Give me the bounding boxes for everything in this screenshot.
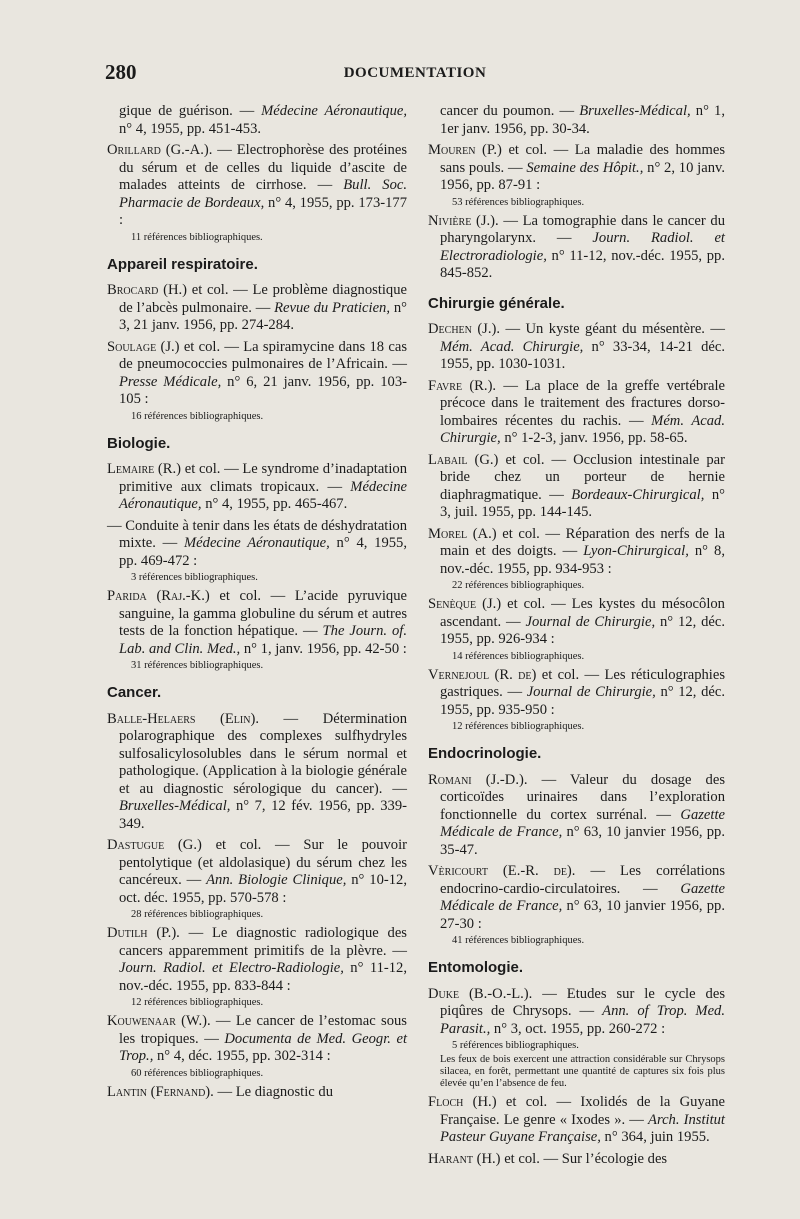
entry-author: Vèricourt (E.-R. de). (428, 863, 576, 879)
entry-journal: Médecine Aéronautique, (184, 535, 330, 551)
entry-citation: n° 12, déc. 1955, pp. 926-934 : (440, 613, 725, 647)
entry-author: Duke (B.-O.-L.). (428, 985, 533, 1002)
entry-title: et col. — Ixolidés de la Guyane Française. Le genre « Ixodes ». — (440, 1094, 725, 1128)
entry-citation: n° 4, 1955, pp. 465-467. (201, 496, 348, 512)
bibliography-entry (107, 588, 407, 672)
entry-title: — Détermination polarographique des complexes sulfhydryles sulfosalicylosolubles dans le sérum normal et pathologique. (Application à la biologie générale et au diagnostic sérologique du cancer). — (119, 710, 407, 797)
entry-journal: Semaine des Hôpit., (526, 159, 644, 176)
entry-citation: n° 10-12, oct. déc. 1955, pp. 570-578 : (119, 872, 407, 906)
entry-author: Morel (A.) (428, 525, 497, 542)
entry-citation: n° 2, 10 janv. 1956, pp. 87-91 : (440, 159, 725, 193)
entry-journal: Mém. Acad. Chirurgie, (440, 412, 725, 446)
reference-count: 31 références bibliographiques. (131, 660, 264, 671)
bibliography-entry (428, 142, 725, 209)
entry-title: — La tomographie dans le cancer du pharyngolarynx. — (440, 212, 725, 246)
entry-citation: n° 4, 1955, pp. 469-472 : (119, 535, 407, 569)
entry-title: et col. — Le problème diagnostique de l’abcès pulmonaire. — (119, 282, 407, 316)
bibliography-entry (428, 596, 725, 663)
bibliography-entry (428, 321, 725, 374)
entry-author: Brocard (H.) (107, 282, 188, 298)
entry-title: — Conduite à tenir dans les états de déshydratation mixte. — (107, 517, 407, 551)
entry-title: cancer du poumon. — (440, 103, 580, 119)
reference-count: 3 références bibliographiques. (131, 572, 258, 583)
bibliography-entry (428, 1094, 725, 1147)
section-heading: Entomologie. (428, 959, 523, 976)
entry-journal: Médecine Aéronautique, (119, 478, 407, 512)
entry-author: Lantin (Fernand). (107, 1083, 214, 1100)
entry-author: Balle-Helaers (Elin). (107, 710, 259, 727)
entry-title: et col. — Réparation des nerfs de la main et des doigts. — (440, 525, 726, 559)
entry-author: Favre (R.). (428, 377, 497, 394)
entry-title: — Etudes sur le cycle des piqûres de Chrysops. — (440, 985, 725, 1019)
reference-count: 12 références bibliographiques. (131, 997, 264, 1008)
entry-text (428, 772, 725, 860)
entry-citation: n° 1, 1er janv. 1956, pp. 30-34. (440, 103, 725, 137)
entry-text (428, 1094, 725, 1147)
entry-author: Senèque (J.) (428, 596, 502, 612)
entry-author: Floch (H.) (428, 1094, 497, 1110)
section-heading: Endocrinologie. (428, 745, 542, 762)
entry-text (428, 213, 725, 283)
entry-journal: Bordeaux-Chirurgical, (571, 486, 705, 503)
entry-author: Dutilh (P.). (107, 925, 180, 941)
entry-journal: The Journ. of. Lab. and Clin. Med., (119, 623, 408, 657)
reference-count: 11 références bibliographiques. (131, 231, 263, 243)
entry-author: Soulage (J.) (107, 338, 180, 355)
entry-title: et col. — Les réticulographies gastriques. — (440, 666, 725, 700)
entry-journal: Ann. Biologie Clinique, (206, 872, 347, 888)
entry-author: Harant (H.) (428, 1150, 501, 1167)
entry-citation: n° 3, 21 janv. 1956, pp. 274-284. (119, 299, 407, 333)
bibliography-entry (107, 711, 407, 834)
reference-count: 41 références bibliographiques. (452, 935, 585, 946)
bibliography-entry (428, 378, 725, 448)
entry-title: et col. — La maladie des hommes sans pouls. — (440, 142, 725, 176)
reference-count: 28 références bibliographiques. (131, 909, 264, 920)
entry-text (107, 1013, 407, 1066)
entry-text (107, 461, 407, 514)
entry-citation: n° 63, 10 janvier 1956, pp. 35-47. (440, 824, 725, 858)
entry-title: — La place de la greffe vertébrale précoce dans le traitement des fractures dorso-lombaires récentes du rachis. — (440, 377, 725, 429)
right-column (428, 103, 725, 1172)
reference-count: 60 références bibliographiques. (131, 1067, 264, 1079)
entry-text (428, 321, 725, 374)
entry-citation: n° 4, déc. 1955, pp. 302-314 : (153, 1048, 331, 1064)
entry-title: — Le cancer de l’estomac sous les tropiques. — (119, 1013, 407, 1047)
bibliography-entry (107, 837, 407, 921)
left-column (107, 103, 407, 1105)
entry-journal: Gazette Médicale de France, (440, 880, 725, 914)
bibliography-entry (428, 526, 725, 593)
entry-citation: n° 6, 21 janv. 1956, pp. 103-105 : (119, 373, 407, 407)
entry-citation: n° 364, juin 1955. (600, 1129, 710, 1145)
entry-text (107, 1084, 407, 1102)
entry-text (428, 526, 725, 579)
bibliography-entry (107, 282, 407, 335)
bibliography-entry (428, 986, 725, 1091)
section-heading: Cancer. (107, 684, 162, 701)
entry-author: Lemaire (R.) (107, 461, 182, 477)
entry-citation: n° 3, juil. 1955, pp. 144-145. (440, 486, 725, 520)
entry-text (107, 588, 407, 658)
entry-title: et col. — Le syndrome d’inadaptation primitive aux climats tropicaux. — (119, 461, 408, 495)
entry-journal: Gazette Médicale de France, (440, 806, 725, 840)
entry-author: Orillard (G.-A.). (107, 142, 213, 158)
entry-citation: n° 63, 10 janvier 1956, pp. 27-30 : (440, 898, 725, 932)
entry-note: Les feux de bois exercent une attraction considérable sur Chrysops silacea, en forêt, permettant une quantité de captures six fois plus élevée qu’en l’absence de feu. (440, 1054, 725, 1089)
entry-citation: n° 1-2-3, janv. 1956, pp. 58-65. (500, 430, 688, 446)
bibliography-entry (428, 213, 725, 283)
entry-text (428, 667, 725, 720)
reference-count: 53 références bibliographiques. (452, 196, 585, 208)
entry-text (107, 518, 407, 571)
section-heading: Chirurgie générale. (428, 294, 565, 312)
entry-journal: Revue du Praticien, (274, 299, 390, 316)
entry-journal: Journal de Chirurgie, (525, 613, 656, 630)
entry-journal: Ann. of Trop. Med. Parasit., (440, 1003, 725, 1037)
entry-title: et col. — Occlusion intestinale par bride chez un porteur de hernie diaphragmatique. — (440, 451, 725, 503)
entry-journal: Arch. Institut Pasteur Guyane Française, (440, 1111, 725, 1145)
entry-citation: n° 3, oct. 1955, pp. 260-272 : (490, 1020, 666, 1037)
entry-title: — Le diagnostic radiologique des cancers apparemment primitifs de la plèvre. — (119, 925, 407, 959)
entry-title: gique de guérison. — (119, 103, 262, 119)
entry-author: Mouren (P.) (428, 142, 502, 158)
entry-citation: n° 33-34, 14-21 déc. 1955, pp. 1030-1031. (440, 338, 726, 372)
entry-text (107, 339, 407, 409)
entry-citation: n° 8, nov.-déc. 1955, pp. 934-953 : (440, 543, 725, 577)
bibliography-entry (107, 461, 407, 514)
entry-journal: Lyon-Chirurgical, (583, 543, 689, 559)
entry-text (107, 837, 407, 907)
section-heading: Biologie. (107, 434, 171, 452)
entry-title: et col. — La spiramycine dans 18 cas de pneumococcies pulmonaires de l’Africain. — (119, 338, 408, 372)
reference-count: 14 références bibliographiques. (452, 650, 585, 662)
entry-text (107, 142, 407, 230)
bibliography-entry (428, 103, 725, 138)
page-number: 280 (105, 60, 137, 84)
bibliography-entry (428, 863, 725, 947)
entry-title: — Electrophorèse des protéines du sérum et de celles du liquide d’ascite de malades atteints de cirrhose. — (119, 142, 408, 193)
entry-author: Kouwenaar (W.). (107, 1013, 211, 1029)
entry-author: Nivière (J.). (428, 212, 499, 229)
entry-author: Parida (Raj.-K.) (107, 588, 210, 604)
page-header (105, 60, 725, 90)
entry-title: et col. — Sur l’écologie des (500, 1150, 668, 1167)
entry-journal: Journ. Radiol. et Electro-Radiologie, (119, 960, 344, 976)
entry-journal: Presse Médicale, (119, 373, 222, 390)
entry-author: Vernejoul (R. de) (428, 666, 537, 683)
entry-text (107, 711, 407, 834)
entry-text (428, 378, 725, 448)
entry-citation: n° 7, 12 fév. 1956, pp. 339-349. (119, 798, 407, 832)
entry-text (107, 103, 407, 138)
entry-author: Dastugue (G.) (107, 837, 202, 853)
entry-citation: n° 4, 1955, pp. 173-177 : (119, 194, 407, 228)
entry-journal: Bruxelles-Médical, (579, 103, 691, 119)
reference-count: 16 références bibliographiques. (131, 410, 264, 422)
entry-citation: n° 11-12, nov.-déc. 1955, pp. 833-844 : (119, 960, 407, 994)
entry-title: — Valeur du dosage des corticoïdes urinaires dans l’exploration fonctionnelle du cortex surrénal. — (440, 771, 726, 823)
bibliography-entry (428, 772, 725, 860)
bibliography-entry (107, 1084, 407, 1102)
entry-journal: Bruxelles-Médical, (119, 798, 231, 814)
entry-title: — Le diagnostic du (213, 1083, 333, 1100)
entry-journal: Journ. Radiol. et Electroradiologie, (440, 230, 725, 264)
bibliography-entry (107, 142, 407, 244)
entry-citation: n° 1, janv. 1956, pp. 42-50 : (240, 640, 407, 657)
entry-text (428, 596, 725, 649)
entry-text (428, 863, 725, 933)
entry-citation: n° 12, déc. 1955, pp. 935-950 : (440, 684, 725, 718)
entry-citation: n° 4, 1955, pp. 451-453. (119, 120, 262, 137)
entry-title: et col. — Les kystes du mésocôlon ascendant. — (440, 596, 725, 630)
bibliography-entry (107, 103, 407, 138)
entry-title: et col. — Sur le pouvoir pentolytique (et aldolasique) du sérum chez les cancéreux. — (119, 837, 407, 888)
entry-text (428, 103, 725, 138)
entry-title: — Un kyste géant du mésentère. — (500, 321, 725, 337)
entry-author: Romani (J.-D.). (428, 771, 528, 788)
entry-citation: n° 11-12, nov.-déc. 1955, pp. 845-852. (440, 247, 725, 281)
bibliography-entry (428, 667, 725, 734)
entry-text (107, 282, 407, 335)
bibliography-entry (107, 518, 407, 585)
entry-title: — Les corrélations endocrino-cardio-circulatoires. — (440, 863, 725, 897)
bibliography-entry (107, 925, 407, 1009)
running-title: DOCUMENTATION (343, 65, 487, 81)
entry-text (107, 925, 407, 995)
entry-text (428, 452, 725, 522)
reference-count: 12 références bibliographiques. (452, 721, 585, 732)
bibliography-entry (107, 1013, 407, 1080)
reference-count: 22 références bibliographiques. (452, 580, 585, 591)
entry-author: Labail (G.) (428, 451, 499, 468)
entry-text (428, 986, 725, 1039)
entry-title: et col. — L’acide pyruvique sanguine, la gamma globuline du sérum et autres tests de la fonction hépatique. — (119, 588, 407, 639)
entry-journal: Mém. Acad. Chirurgie, (440, 338, 584, 355)
entry-journal: Documenta de Med. Geogr. et Trop., (119, 1030, 407, 1064)
entry-journal: Journal de Chirurgie, (526, 684, 656, 700)
entry-journal: Médecine Aéronautique, (261, 103, 407, 119)
section-heading: Appareil respiratoire. (107, 255, 258, 273)
entry-author: Dechen (J.). (428, 321, 501, 337)
reference-count: 5 références bibliographiques. (452, 1040, 579, 1051)
entry-journal: Bull. Soc. Pharmacie de Bordeaux, (119, 177, 407, 211)
bibliography-entry (428, 452, 725, 522)
entry-text (428, 1151, 725, 1169)
entry-text (428, 142, 725, 195)
bibliography-entry (107, 339, 407, 423)
bibliography-entry (428, 1151, 725, 1169)
